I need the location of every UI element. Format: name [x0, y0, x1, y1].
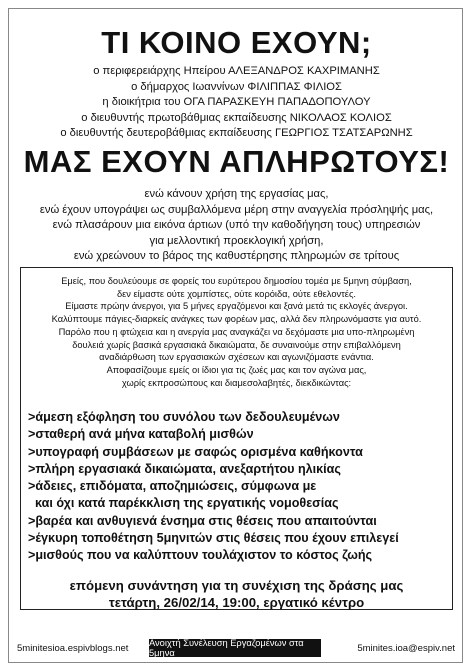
paragraph-line: χωρίς εκπροσώπους και διαμεσολαβητές, διεκδικώντας:	[121, 377, 352, 388]
official-line: ο διευθυντής πρωτοβάθμιας εκπαίδευσης ΝΙΚΟΛΑΟΣ ΚΟΛΙΟΣ	[81, 111, 392, 124]
paragraph-line: αναδιάρθωση των εργασιακών σχέσεων και αγωνιζόμαστε ενάντια.	[99, 352, 374, 363]
paragraph-line: Καλύπτουμε πάγιες-διαρκείς ανάγκες των φορέων μας, αλλά δεν πληρωνόμαστε για αυτό.	[51, 314, 422, 325]
demand-item: >άδειες, επιδόματα, αποζημιώσεις, σύμφωνα με	[28, 479, 317, 494]
paragraph-line: Παρόλο που η φτώχεια και η ανεργία μας αναγκάζει να δεχόμαστε μια υπο-πληρωμένη	[58, 326, 415, 337]
official-line: ο δήμαρχος Ιωαννίνων ΦΙΛΙΠΠΑΣ ΦΙΛΙΟΣ	[131, 80, 342, 93]
poster-title: ΤΙ ΚΟΙΝΟ ΕΧΟΥΝ;	[101, 25, 372, 60]
paragraph-line: δεν είμαστε ούτε χομπίστες, ούτε κορόιδα, ούτε εθελοντές.	[116, 288, 357, 299]
paragraph-line: Είμαστε πρώην άνεργοι, για 5 μήνες εργαζόμενοι και ξανά μετά τις εκλογές άνεργοι.	[65, 301, 408, 312]
footer-email-link[interactable]: 5minites.ioa@espiv.net	[357, 642, 455, 654]
demands-list	[28, 409, 453, 565]
poster-subtitle: ΜΑΣ ΕΧΟΥΝ ΑΠΛΗΡΩΤΟΥΣ!	[23, 144, 450, 179]
demand-item: >υπογραφή συμβάσεων με σαφώς ορισμένα καθήκοντα	[28, 444, 363, 459]
reason-line: για μελλοντική προεκλογική χρήση,	[149, 234, 324, 247]
next-meeting	[0, 577, 473, 611]
reasons-list	[10, 187, 463, 265]
reason-line: ενώ πλασάρουν μια εικόνα άρτιων (υπό την καθοδήγηση τους) υπηρεσιών	[52, 219, 421, 231]
demand-item: >βαρέα και ανθυγιενά ένσημα στις θέσεις που απαιτούνται	[28, 513, 377, 528]
meeting-line-1: επόμενη συνάντηση για τη συνέχιση της δράσης μας	[69, 578, 404, 593]
officials-list	[0, 64, 473, 142]
reason-line: ενώ χρεώνουν το βάρος της καθυστέρησης πληρωμών σε τρίτους	[73, 250, 400, 262]
reason-line: ενώ κάνουν χρήση της εργασίας μας,	[144, 188, 329, 200]
official-line: ο περιφερειάρχης Ηπείρου ΑΛΕΞΑΝΔΡΟΣ ΚΑΧΡΙΜΑΝΗΣ	[93, 65, 380, 77]
demand-item: >σταθερή ανά μήνα καταβολή μισθών	[28, 427, 254, 442]
reason-line: ενώ έχουν υπογράψει ως συμβαλλόμενα μέρη στην αναγγελία πρόσληψής μας,	[39, 203, 434, 216]
demand-item: >έγκυρη τοποθέτηση 5μηνιτών στις θέσεις που έχουν επιλεγεί	[28, 531, 399, 546]
paragraph-line: δουλειά χωρίς βασικά εργασιακά δικαιώματα, δε συναινούμε στην επιβαλλόμενη	[72, 339, 401, 350]
statement-paragraph	[22, 275, 451, 389]
paragraph-line: Αποφασίζουμε εμείς οι ίδιοι για τις ζωές μας και τον αγώνα μας,	[106, 364, 367, 375]
demand-item-continuation: και όχι κατά παρέκκλιση της εργατικής νομοθεσίας	[28, 496, 339, 511]
official-line: η διοικήτρια του ΟΓΑ ΠΑΡΑΣΚΕΥΗ ΠΑΠΑΔΟΠΟΥΛΟΥ	[102, 96, 371, 108]
meeting-line-2: τετάρτη, 26/02/14, 19:00, εργατικό κέντρο	[108, 595, 365, 610]
official-line: ο διευθυντής δευτεροβάθμιας εκπαίδευσης ΓΕΩΡΓΙΟΣ ΤΣΑΤΣΑΡΩΝΗΣ	[60, 127, 413, 139]
paragraph-line: Εμείς, που δουλεύουμε σε φορείς του ευρύτερου δημοσίου τομέα με 5μηνη σύμβαση,	[61, 276, 412, 286]
demand-item: >άμεση εξόφληση του συνόλου των δεδουλευμένων	[28, 410, 340, 424]
demand-item: >μισθούς που να καλύπτουν τουλάχιστον το κόστος ζωής	[28, 548, 373, 563]
demand-item: >πλήρη εργασιακά δικαιώματα, ανεξαρτήτου ηλικίας	[28, 461, 341, 476]
footer-blog-link[interactable]: 5minitesioa.espivblogs.net	[17, 642, 129, 654]
footer-assembly-label: Ανοιχτή Συνέλευση Εργαζομένων στα 5μηνα	[149, 639, 321, 657]
